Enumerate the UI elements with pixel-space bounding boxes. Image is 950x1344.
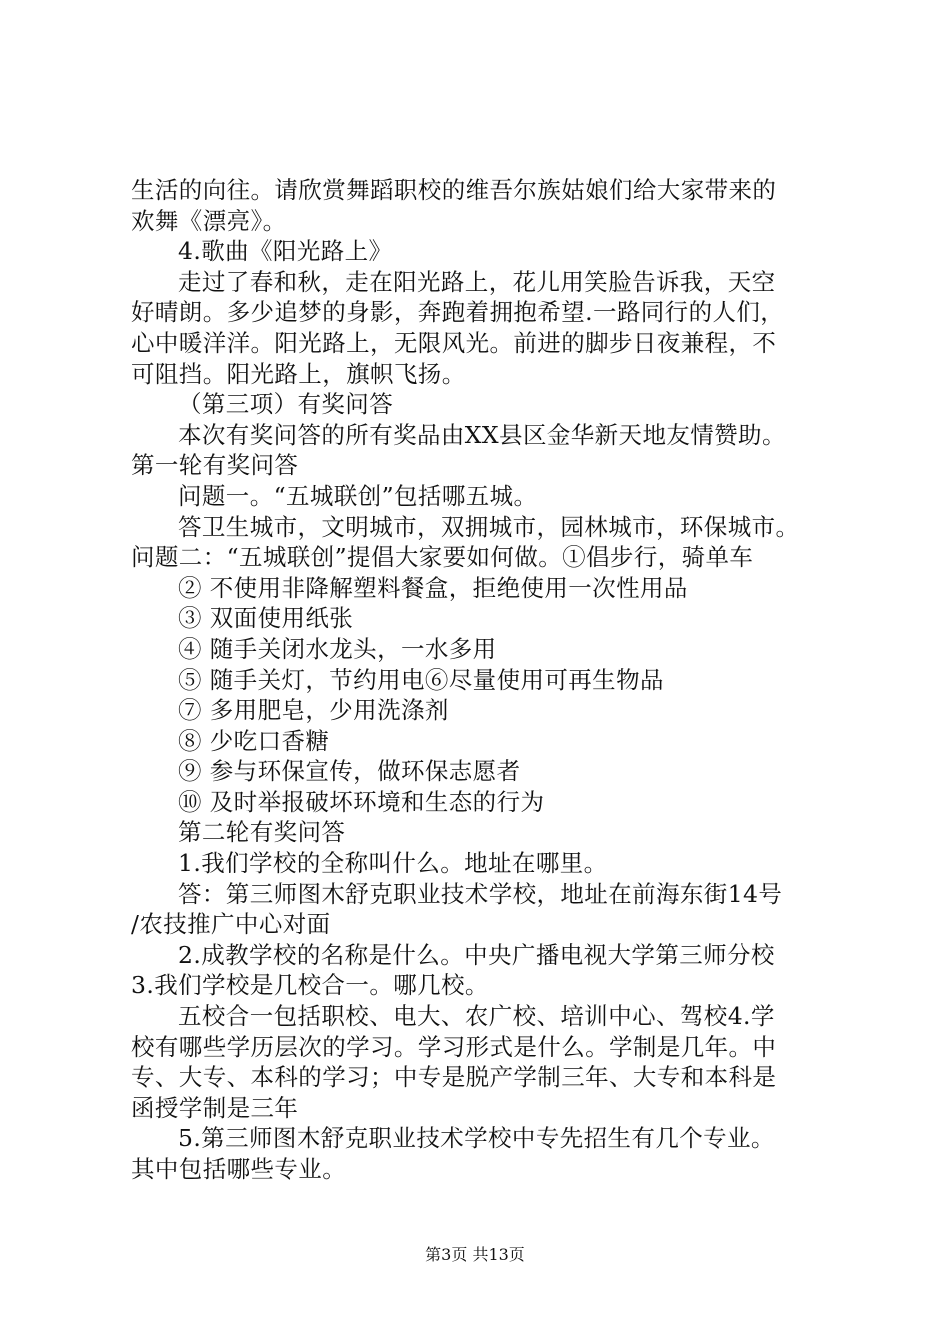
text-line: ⑦ 多用肥皂，少用洗涤剂 (178, 696, 449, 725)
text-line: 其中包括哪些专业。 (131, 1155, 347, 1183)
text-line: 专、大专、本科的学习；中专是脱产学制三年、大专和本科是 (131, 1063, 777, 1092)
document-body (131, 175, 836, 1185)
text-line: ⑧ 少吃口香糖 (178, 726, 330, 755)
page-footer: 第3页 共13页 (425, 1245, 525, 1264)
text-line: 5.第三师图木舒克职业技术学校中专先招生有几个专业。 (178, 1124, 775, 1153)
text-line: 第二轮有奖问答 (178, 818, 346, 847)
text-line: 好晴朗。多少追梦的身影，奔跑着拥抱希望.一路同行的人们， (131, 298, 785, 327)
text-line: ④ 随手关闭水龙头，一水多用 (178, 634, 497, 663)
text-line: ⑩ 及时举报破坏环境和生态的行为 (178, 787, 545, 816)
text-line: ② 不使用非降解塑料餐盒，拒绝使用一次性用品 (178, 573, 688, 602)
text-line: 生活的向往。请欣赏舞蹈职校的维吾尔族姑娘们给大家带来的 (131, 176, 777, 204)
text-line: 答卫生城市，文明城市，双拥城市，园林城市，环保城市。 (178, 512, 800, 541)
text-line: 校有哪些学历层次的学习。学习形式是什么。学制是几年。中 (131, 1032, 777, 1061)
text-line: ⑤ 随手关灯，节约用电⑥尽量使用可再生物品 (178, 665, 664, 694)
text-line: 2.成教学校的名称是什么。中央广播电视大学第三师分校 (178, 940, 775, 969)
text-line: 函授学制是三年 (131, 1093, 299, 1122)
text-line: ③ 双面使用纸张 (178, 604, 354, 633)
text-line: 心中暖洋洋。阳光路上，无限风光。前进的脚步日夜兼程，不 (131, 328, 777, 357)
text-line: 4.歌曲《阳光路上》 (178, 237, 393, 266)
text-line: 问题一。“五城联创”包括哪五城。 (178, 481, 538, 510)
text-line: 走过了春和秋，走在阳光路上，花儿用笑脸告诉我，天空 (178, 267, 776, 296)
text-line: 第一轮有奖问答 (131, 451, 299, 480)
text-line: /农技推广中心对面 (131, 910, 331, 939)
text-line: 3.我们学校是几校合一。哪几校。 (131, 971, 489, 1000)
text-line: 本次有奖问答的所有奖品由XX县区金华新天地友情赞助。 (178, 420, 786, 449)
text-line: ⑨ 参与环保宣传，做环保志愿者 (178, 757, 521, 786)
text-line: 1.我们学校的全称叫什么。地址在哪里。 (178, 849, 608, 878)
text-line: 可阻挡。阳光路上，旗帜飞扬。 (131, 359, 466, 388)
text-line: 答：第三师图木舒克职业技术学校，地址在前海东街14号 (178, 879, 783, 908)
text-line: （第三项）有奖问答 (178, 390, 394, 419)
text-line: 五校合一包括职校、电大、农广校、培训中心、驾校4.学 (178, 1002, 775, 1031)
text-line: 问题二：“五城联创”提倡大家要如何做。①倡步行，骑单车 (131, 543, 754, 572)
text-line: 欢舞《漂亮》。 (131, 206, 287, 235)
